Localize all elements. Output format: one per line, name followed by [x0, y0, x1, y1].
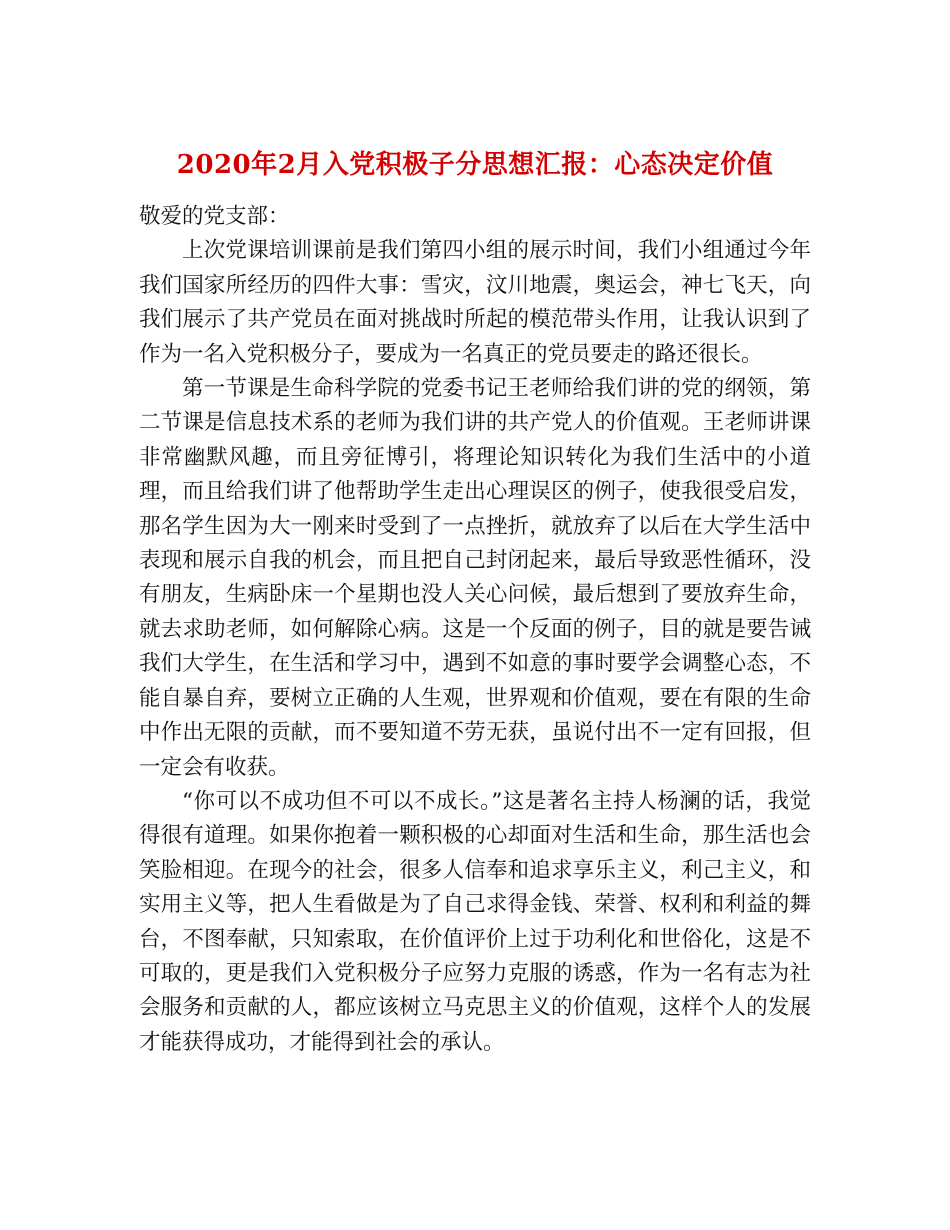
document-body [139, 200, 811, 1060]
paragraph-3: “你可以不成功但不可以不成长。”这是著名主持人杨澜的话，我觉得很有道理。如果你抱着一颗积极的心却面对生活和生命，那生活也会笑脸相迎。在现今的社会，很多人信奉和追求享乐主义，利己主义，和实用主义等，把人生看做是为了自己求得金钱、荣誉、权利和利益的舞台，不图奉献，只知索取，在价值评价上过于功利化和世俗化，这是不可取的，更是我们入党积极分子应努力克服的诱惑，作为一名有志为社会服务和贡献的人，都应该树立马克思主义的价值观，这样个人的发展才能获得成功，才能得到社会的承认。 [139, 788, 811, 1055]
document-title: 2020年2月入党积极子分思想汇报：心态决定价值 [176, 150, 774, 181]
paragraph-1: 上次党课培训课前是我们第四小组的展示时间，我们小组通过今年我们国家所经历的四件大事：雪灾，汶川地震，奥运会，神七飞天，向我们展示了共产党员在面对挑战时所起的模范带头作用，让我认识到了作为一名入党积极分子，要成为一名真正的党员要走的路还很长。 [139, 238, 811, 367]
paragraph-2: 第一节课是生命科学院的党委书记王老师给我们讲的党的纲领，第二节课是信息技术系的老师为我们讲的共产党人的价值观。王老师讲课非常幽默风趣，而且旁征博引，将理论知识转化为我们生活中的小道理，而且给我们讲了他帮助学生走出心理误区的例子，使我很受启发，那名学生因为大一刚来时受到了一点挫折，就放弃了以后在大学生活中表现和展示自我的机会，而且把自己封闭起来，最后导致恶性循环，没有朋友，生病卧床一个星期也没人关心问候，最后想到了要放弃生命，就去求助老师，如何解除心病。这是一个反面的例子，目的就是要告诫我们大学生，在生活和学习中，遇到不如意的事时要学会调整心态，不能自暴自弃，要树立正确的人生观，世界观和价值观，要在有限的生命中作出无限的贡献，而不要知道不劳无获，虽说付出不一定有回报，但一定会有收获。 [139, 376, 811, 780]
salutation: 敬爱的党支部： [139, 204, 290, 229]
